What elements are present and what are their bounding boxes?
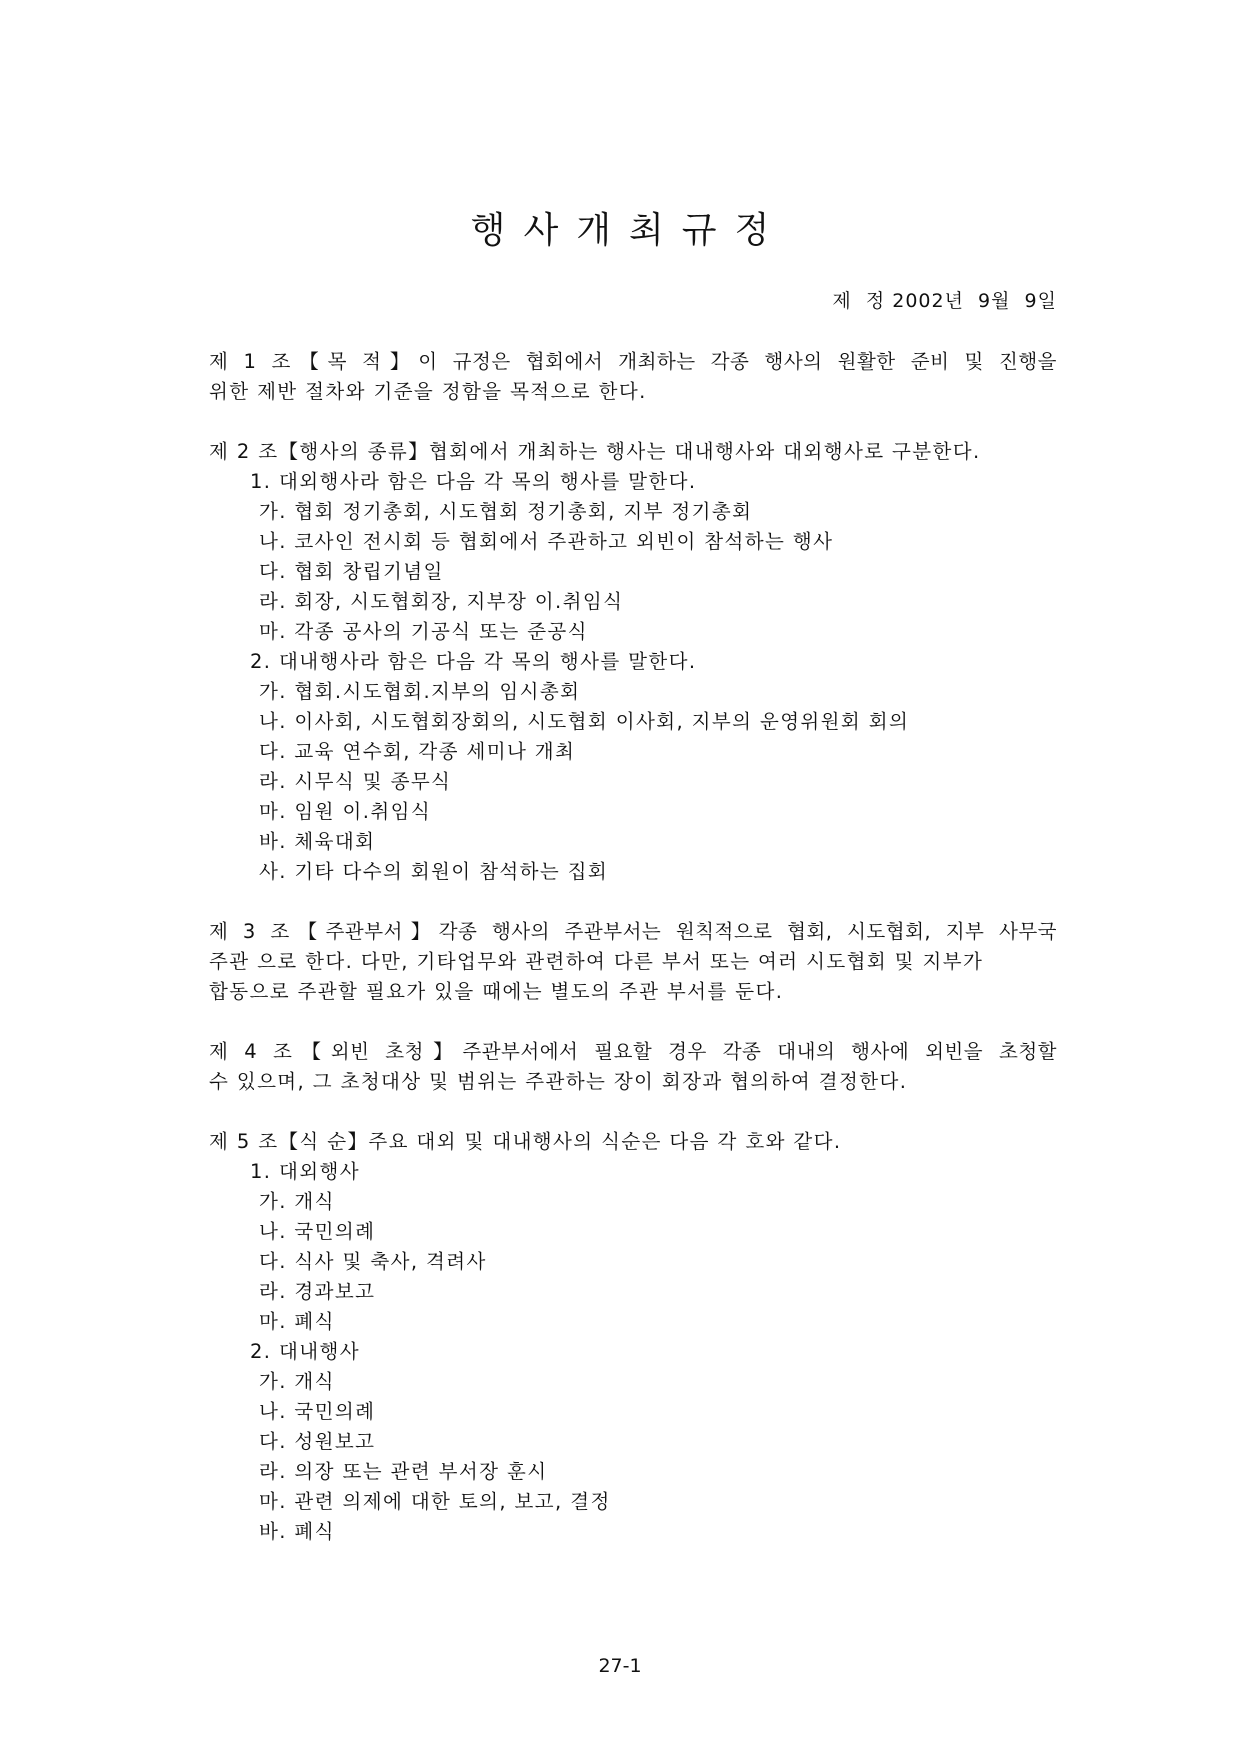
- article-line: 주관 으로 한다. 다만, 기타업무와 관련하여 다른 부서 또는 여러 시도협회 및 지부가: [209, 950, 984, 973]
- numbered-item: 2. 대내행사: [250, 1340, 360, 1363]
- sub-item: 가. 개식: [259, 1370, 335, 1393]
- article-line: 제 2 조【행사의 종류】협회에서 개최하는 행사는 대내행사와 대외행사로 구분한다.: [209, 440, 981, 463]
- article-2: [209, 437, 1057, 887]
- article-line: 수 있으며, 그 초청대상 및 범위는 주관하는 장이 회장과 협의하여 결정한다.: [209, 1070, 908, 1093]
- page-number: 27-1: [598, 1655, 642, 1677]
- article-line: 제 3 조【주관부서】각종 행사의 주관부서는 원칙적으로 협회, 시도협회, 지부 사무국: [209, 920, 1057, 943]
- sub-item: 나. 코사인 전시회 등 협회에서 주관하고 외빈이 참석하는 행사: [259, 530, 834, 553]
- sub-item: 나. 이사회, 시도협회장회의, 시도협회 이사회, 지부의 운영위원회 회의: [259, 710, 910, 733]
- article-line: 제 5 조【식 순】주요 대외 및 대내행사의 식순은 다음 각 호와 같다.: [209, 1130, 842, 1153]
- sub-item: 가. 협회 정기총회, 시도협회 정기총회, 지부 정기총회: [259, 500, 753, 523]
- sub-item: 사. 기타 다수의 회원이 참석하는 집회: [259, 860, 609, 883]
- sub-item: 마. 각종 공사의 기공식 또는 준공식: [259, 620, 588, 643]
- sub-item: 다. 교육 연수회, 각종 세미나 개최: [259, 740, 576, 763]
- article-line: 제 1 조【목 적】이 규정은 협회에서 개최하는 각종 행사의 원활한 준비 및 진행을: [209, 350, 1057, 373]
- sub-item: 다. 협회 창립기념일: [259, 560, 444, 583]
- sub-item: 마. 폐식: [259, 1310, 335, 1333]
- article-3: [209, 917, 1057, 1007]
- document-title: 행사개최규정: [470, 210, 788, 251]
- sub-item: 나. 국민의례: [259, 1220, 376, 1243]
- sub-item: 바. 폐식: [259, 1520, 335, 1543]
- enactment-date: 제 정 2002년 9월 9일: [832, 290, 1057, 312]
- article-line: 제 4 조【외빈 초청】주관부서에서 필요할 경우 각종 대내의 행사에 외빈을 초청할: [209, 1040, 1057, 1063]
- article-line: 위한 제반 절차와 기준을 정함을 목적으로 한다.: [209, 380, 647, 403]
- sub-item: 라. 의장 또는 관련 부서장 훈시: [259, 1460, 548, 1483]
- sub-item: 라. 시무식 및 종무식: [259, 770, 452, 793]
- numbered-item: 1. 대외행사라 함은 다음 각 목의 행사를 말한다.: [250, 470, 697, 493]
- sub-item: 마. 임원 이.취임식: [259, 800, 432, 823]
- article-line: 합동으로 주관할 필요가 있을 때에는 별도의 주관 부서를 둔다.: [209, 980, 784, 1003]
- article-4: [209, 1037, 1057, 1097]
- sub-item: 다. 성원보고: [259, 1430, 376, 1453]
- sub-item: 가. 개식: [259, 1190, 335, 1213]
- sub-item: 라. 경과보고: [259, 1280, 376, 1303]
- sub-item: 라. 회장, 시도협회장, 지부장 이.취임식: [259, 590, 624, 613]
- article-1: [209, 347, 1057, 407]
- numbered-item: 2. 대내행사라 함은 다음 각 목의 행사를 말한다.: [250, 650, 697, 673]
- sub-item: 바. 체육대회: [259, 830, 376, 853]
- sub-item: 가. 협회.시도협회.지부의 임시총회: [259, 680, 581, 703]
- document-body: [209, 347, 1057, 1577]
- sub-item: 다. 식사 및 축사, 격려사: [259, 1250, 487, 1273]
- sub-item: 나. 국민의례: [259, 1400, 376, 1423]
- article-5: [209, 1127, 1057, 1547]
- numbered-item: 1. 대외행사: [250, 1160, 360, 1183]
- sub-item: 마. 관련 의제에 대한 토의, 보고, 결정: [259, 1490, 611, 1513]
